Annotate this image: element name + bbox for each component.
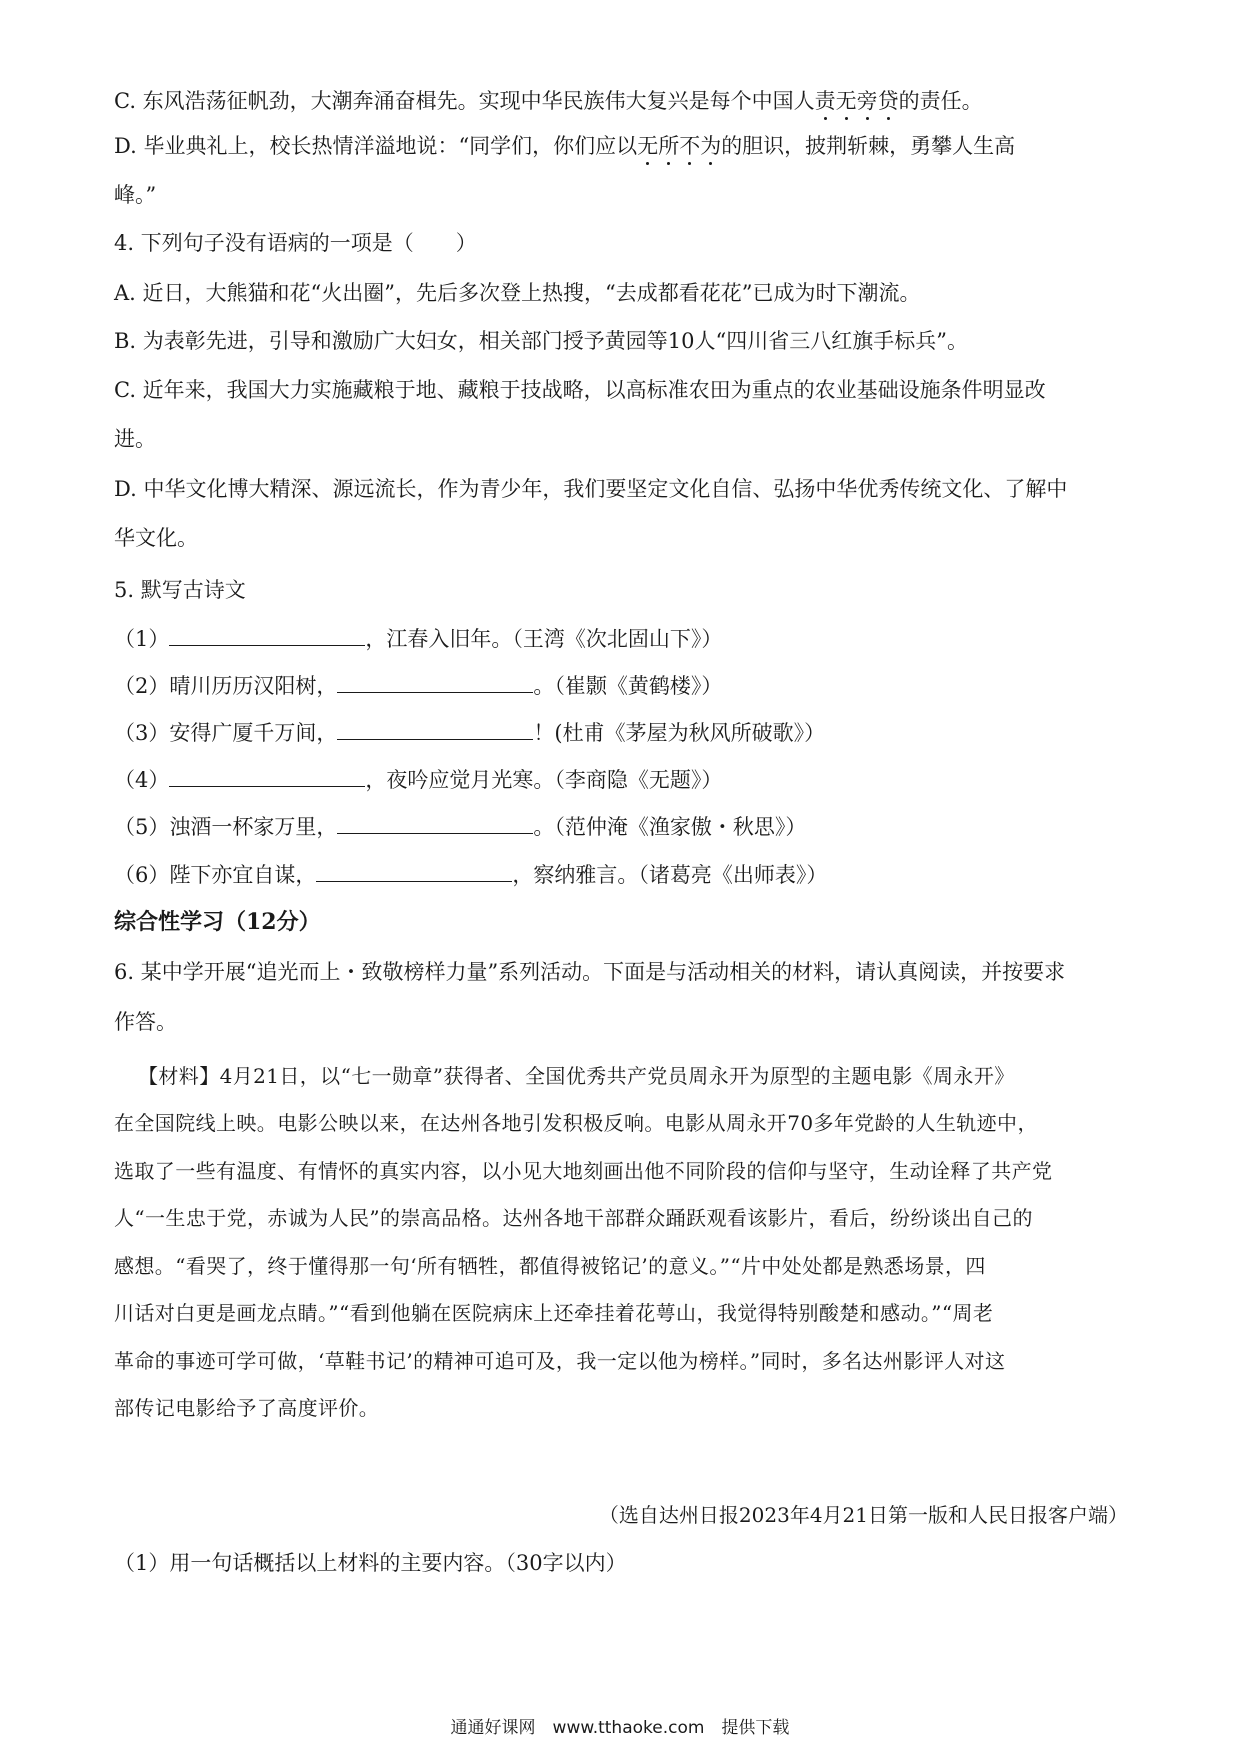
answer-blank[interactable] <box>169 623 365 646</box>
q4-option-d: D. 中华文化博大精深、源远流长，作为青少年，我们要坚定文化自信、弘扬中华优秀传统文化、了解中 <box>114 477 1068 501</box>
section-title: 综合性学习（12分） <box>114 909 321 935</box>
material-line: 川话对白更是画龙点睛。”“看到他躺在医院病床上还牵挂着花萼山，我觉得特别酸楚和感动。”“周老 <box>114 1301 994 1325</box>
q5-item <box>114 764 1134 795</box>
q5-item <box>114 717 1134 748</box>
q3-option-c <box>114 86 1134 116</box>
q6-stem: 6. 某中学开展“追光而上・致敬榜样力量”系列活动。下面是与活动相关的材料，请认真阅读，并按要求 <box>114 960 1066 984</box>
item-number: （1） <box>114 627 170 651</box>
item-text: 安得广厦千万间， <box>169 721 338 745</box>
item-text: 陛下亦宜自谋， <box>169 863 317 887</box>
emphasis-char: 无 <box>637 134 659 158</box>
q3-option-d-end: 的胆识，披荆斩棘，勇攀人生高 <box>721 134 1016 158</box>
q5-item <box>114 859 1134 890</box>
material-line: 人“一生忠于党，赤诚为人民”的崇高品格。达州各地干部群众踊跃观看该影片，看后，纷纷谈出自己的 <box>114 1206 1033 1230</box>
material-line: 革命的事迹可学可做，‘草鞋书记’的精神可追可及，我一定以他为榜样。”同时，多名达州影评人对这 <box>114 1349 1006 1373</box>
q3-option-c-end: 的责任。 <box>898 89 983 113</box>
item-text: ，察纳雅言。（诸葛亮《出师表》） <box>512 863 828 887</box>
item-number: （3） <box>114 721 170 745</box>
item-text: ，江春入旧年。（王湾《次北固山下》） <box>365 627 723 651</box>
emphasis-char: 所 <box>658 134 680 158</box>
q6-sub-question-1: （1）用一句话概括以上材料的主要内容。（30字以内） <box>114 1551 627 1575</box>
item-text: ！(杜甫《茅屋为秋风所破歌》） <box>533 721 826 745</box>
q4-option-c-line2: 进。 <box>114 427 156 451</box>
material-source: （选自达州日报2023年4月21日第一版和人民日报客户端） <box>598 1503 1128 1527</box>
item-text: 浊酒一杯家万里， <box>169 815 338 839</box>
q4-stem: 4. 下列句子没有语病的一项是（ ） <box>114 231 477 255</box>
footer-credit: 通通好课网 www.tthaoke.com 提供下载 <box>450 1718 790 1738</box>
q4-option-a: A. 近日，大熊猫和花“火出圈”，先后多次登上热搜，“去成都看花花”已成为时下潮流。 <box>114 281 921 305</box>
item-text: 晴川历历汉阳树， <box>169 674 338 698</box>
q4-option-b: B. 为表彰先进，引导和激励广大妇女，相关部门授予黄园等10人“四川省三八红旗手标兵”。 <box>114 329 968 353</box>
emphasis-char: 贷 <box>877 89 899 113</box>
item-number: （6） <box>114 863 170 887</box>
q6-stem-line2: 作答。 <box>114 1010 177 1034</box>
item-number: （5） <box>114 815 170 839</box>
material-line: 在全国院线上映。电影公映以来，在达州各地引发积极反响。电影从周永开70多年党龄的人生轨迹中， <box>114 1111 1038 1135</box>
q3-option-d <box>114 131 1134 161</box>
material-line: 【材料】4月21日，以“七一勋章”获得者、全国优秀共产党员周永开为原型的主题电影《周永开》 <box>138 1064 1015 1088</box>
item-number: （4） <box>114 768 170 792</box>
emphasis-char: 不 <box>679 134 701 158</box>
material-line: 选取了一些有温度、有情怀的真实内容，以小见大地刻画出他不同阶段的信仰与坚守，生动诠释了共产党 <box>114 1159 1053 1183</box>
q5-item <box>114 623 1134 654</box>
q5-stem: 5. 默写古诗文 <box>114 578 246 602</box>
emphasis-char: 无 <box>835 89 857 113</box>
q3-option-c-text: C. 东风浩荡征帆劲，大潮奔涌奋楫先。实现中华民族伟大复兴是每个中国人 <box>114 89 815 113</box>
emphasis-char: 责 <box>814 89 836 113</box>
answer-blank[interactable] <box>337 670 533 693</box>
q4-option-c: C. 近年来，我国大力实施藏粮于地、藏粮于技战略，以高标准农田为重点的农业基础设施条件明显改 <box>114 378 1046 402</box>
answer-blank[interactable] <box>316 859 512 882</box>
item-text: ，夜吟应觉月光寒。（李商隐《无题》） <box>365 768 723 792</box>
material-line: 部传记电影给予了高度评价。 <box>114 1396 380 1420</box>
q4-option-d-line2: 华文化。 <box>114 526 198 550</box>
q3-option-d-text: D. 毕业典礼上，校长热情洋溢地说：“同学们，你们应以 <box>114 134 638 158</box>
answer-blank[interactable] <box>337 717 533 740</box>
material-line: 感想。“看哭了，终于懂得那一句‘所有牺牲，都值得被铭记’的意义。”“片中处处都是熟悉场景，四 <box>114 1254 986 1278</box>
item-number: （2） <box>114 674 170 698</box>
emphasis-char: 为 <box>700 134 722 158</box>
emphasis-char: 旁 <box>856 89 878 113</box>
q3-option-d-line2: 峰。” <box>114 183 157 207</box>
q5-item <box>114 811 1134 842</box>
q5-item <box>114 670 1134 701</box>
item-text: 。（范仲淹《渔家傲・秋思》） <box>533 815 807 839</box>
answer-blank[interactable] <box>337 811 533 834</box>
answer-blank[interactable] <box>169 764 365 787</box>
item-text: 。（崔颢《黄鹤楼》） <box>533 674 723 698</box>
